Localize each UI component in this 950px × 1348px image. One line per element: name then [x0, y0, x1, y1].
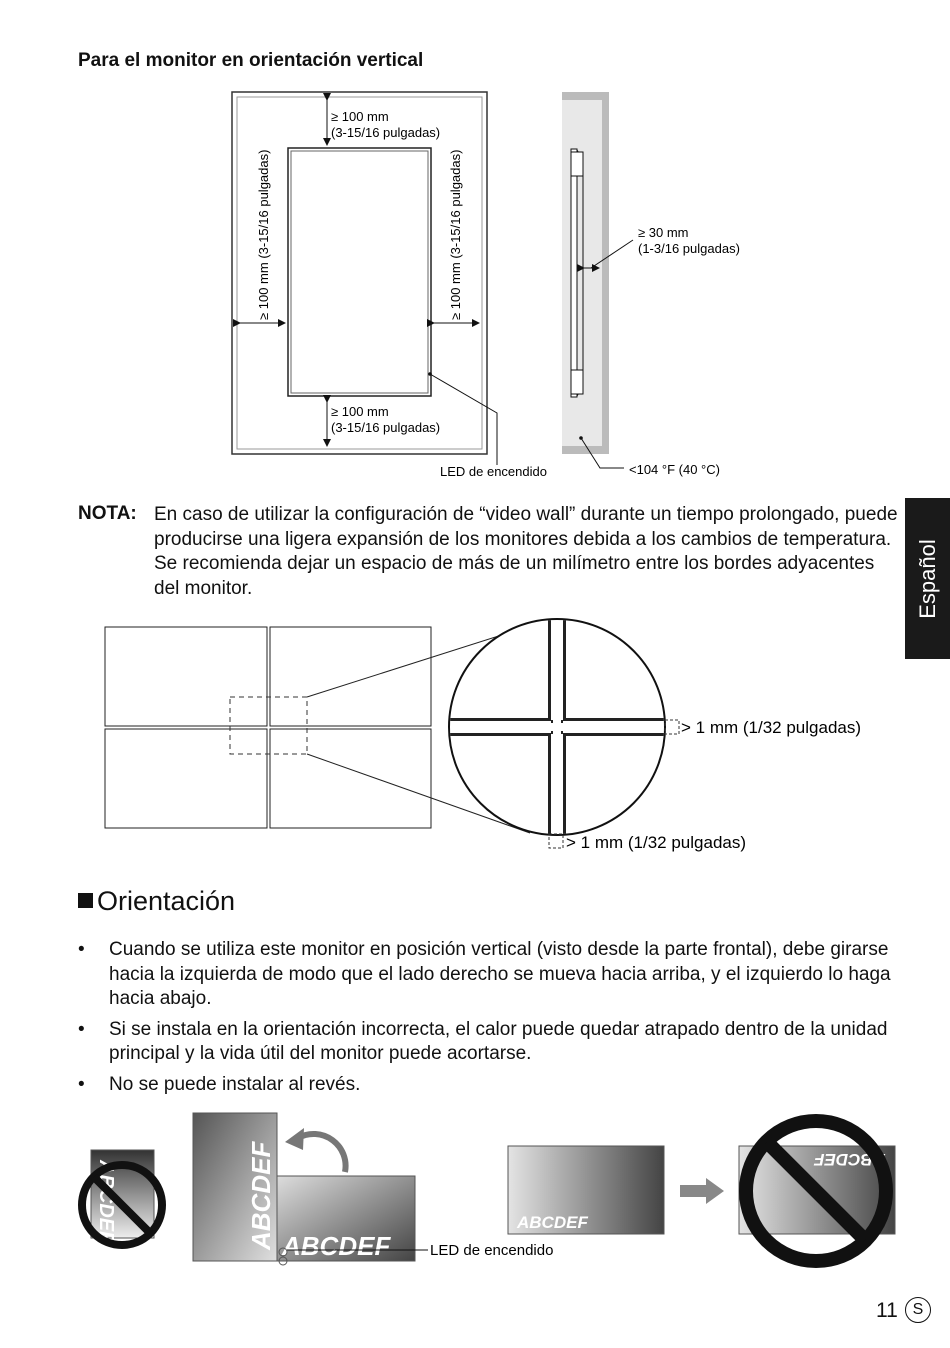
orientation-diagram	[0, 1100, 950, 1280]
orientation-bullets	[78, 938, 898, 1103]
bracket-top	[571, 152, 583, 176]
bullet-item: • No se puede instalar al revés.	[78, 1073, 898, 1098]
temp-label: <104 °F (40 °C)	[629, 462, 720, 477]
nota-label: NOTA:	[78, 503, 137, 524]
section-title-text: Orientación	[97, 886, 236, 916]
monitor-front	[288, 148, 431, 396]
top-gap-sub: (3-15/16 pulgadas)	[331, 125, 441, 140]
language-tab-label: Español	[914, 538, 940, 619]
video-wall-diagram	[0, 600, 950, 870]
bullet-item: • Si se instala en la orientación incorrecta, el calor puede quedar atrapado dentro de la unidad principal y la vida útil del monitor puede acortarse.	[78, 1018, 888, 1064]
landscape-text: ABCDEF	[517, 1213, 588, 1232]
wall-panel-2	[270, 627, 431, 726]
rotate-arrow-icon	[298, 1134, 346, 1172]
bullet-dot: •	[78, 939, 85, 960]
wall-gap-label: ≥ 30 mm	[638, 225, 689, 240]
bullet-item: • Cuando se utiliza este monitor en posición vertical (visto desde la parte frontal), debe girarse hacia la izquierda de modo que el lado derecho se mueva hacia arriba, y el izquierdo lo haga hacia abajo.	[78, 939, 891, 1009]
wrong-vertical-text: ABCDEF	[95, 1160, 117, 1244]
wall-gap-sub: (1-3/16 pulgadas)	[638, 241, 740, 256]
correct-vertical-text: ABCDEF	[246, 1141, 276, 1250]
upside-down-text: ABCDEF	[814, 1150, 885, 1169]
nota-text: En caso de utilizar la configuración de “video wall” durante un tiempo prolongado, puede producirse una ligera expansión de los monitores debida a los cambios de temperatura. Se recomienda dejar un espacio de más de un milímetro entre los bordes adyacentes del monitor.	[154, 504, 898, 599]
top-gap-label: ≥ 100 mm	[331, 109, 389, 124]
page-letter-badge: S	[905, 1297, 931, 1323]
gap-v-label: > 1 mm (1/32 pulgadas)	[566, 833, 747, 852]
led-label-fig3: LED de encendido	[430, 1242, 554, 1259]
bullet-dot: •	[78, 1073, 85, 1095]
section-square-icon	[78, 893, 93, 908]
subheading-vertical: Para el monitor en orientación vertical	[78, 50, 424, 71]
landscape-base-text: ABCDEF	[282, 1231, 391, 1261]
wall-panel-4	[270, 729, 431, 828]
bullet-dot: •	[78, 1018, 85, 1040]
page-number: 11	[876, 1299, 898, 1322]
led-label-fig1: LED de encendido	[440, 464, 547, 479]
gap-h-label: > 1 mm (1/32 pulgadas)	[681, 718, 862, 737]
left-gap-label: ≥ 100 mm (3-15/16 pulgadas)	[256, 149, 271, 320]
arrow-right-icon	[680, 1178, 724, 1204]
bottom-gap-sub: (3-15/16 pulgadas)	[331, 420, 441, 435]
right-gap-label: ≥ 100 mm (3-15/16 pulgadas)	[448, 149, 463, 320]
monitor-side	[571, 149, 577, 397]
wall-panel-3	[105, 729, 267, 828]
wall-panel-1	[105, 627, 267, 726]
bracket-bottom	[571, 370, 583, 394]
bottom-gap-label: ≥ 100 mm	[331, 404, 389, 419]
clearance-diagram	[0, 0, 950, 490]
section-title	[78, 886, 235, 917]
